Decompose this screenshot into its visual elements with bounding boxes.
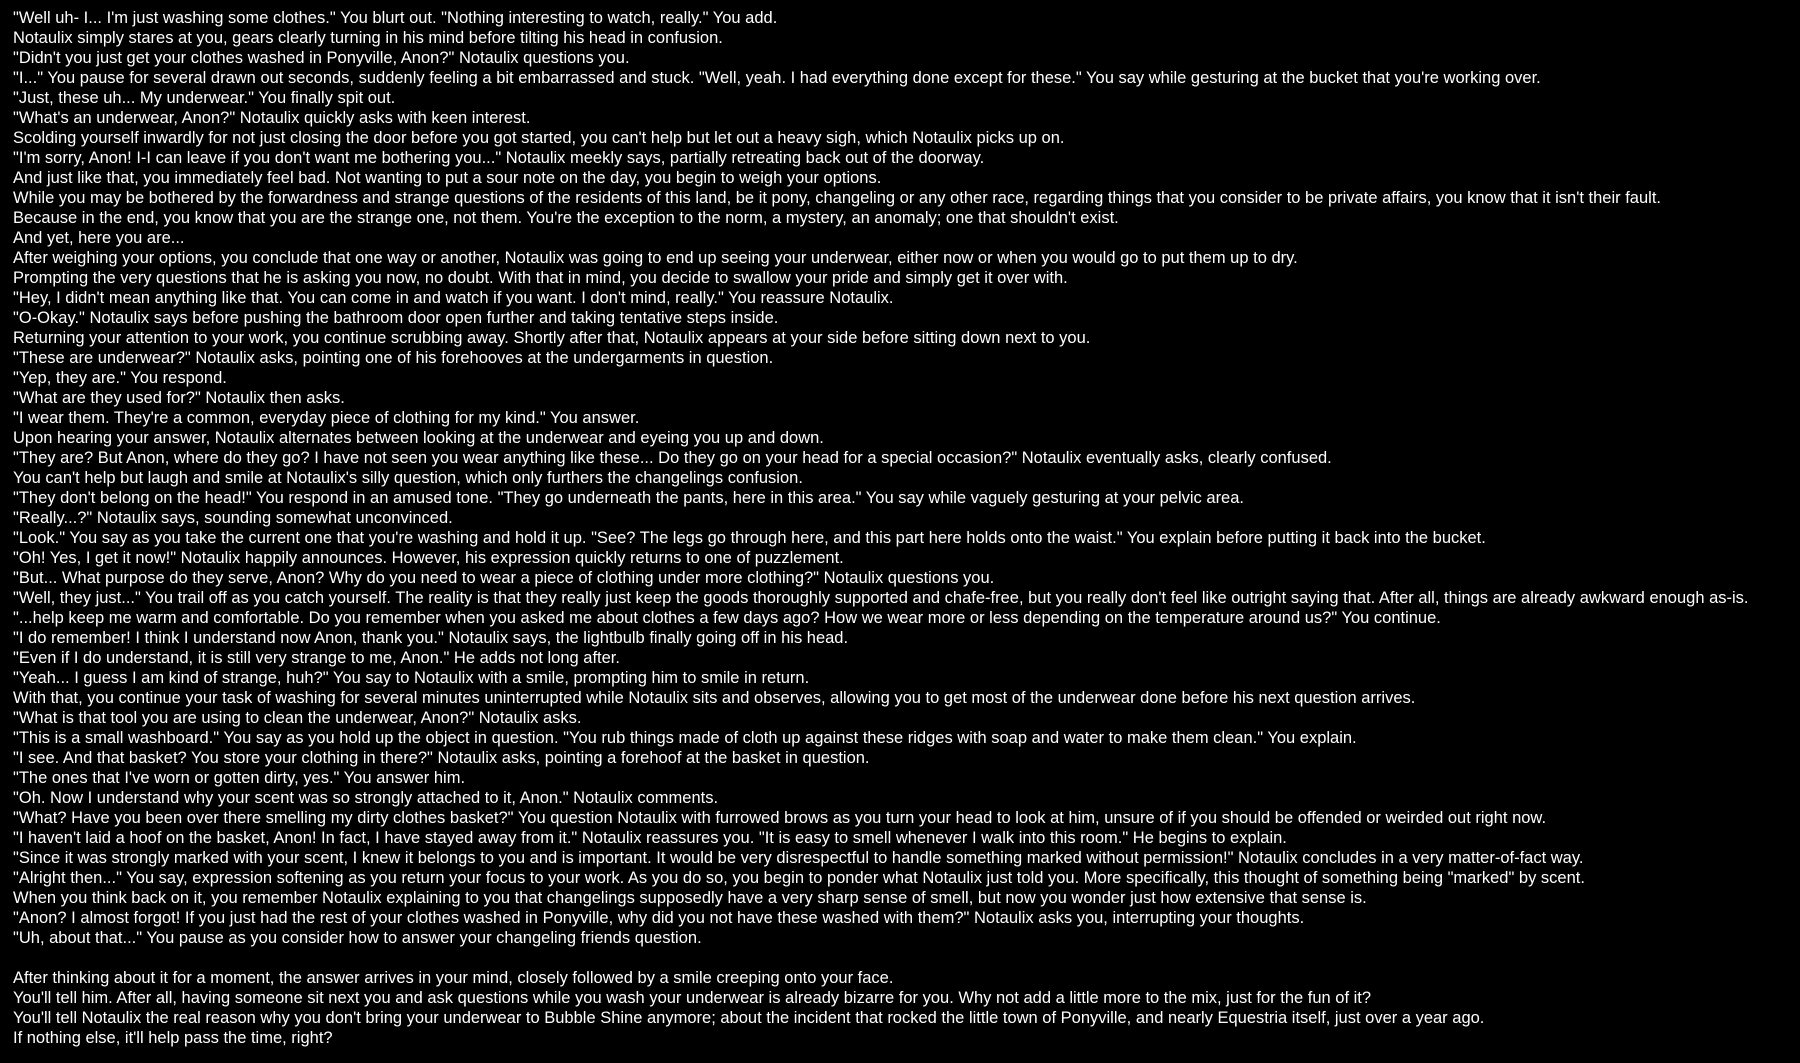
story-line: "Just, these uh... My underwear." You finally spit out. — [13, 89, 396, 107]
story-line: "Oh. Now I understand why your scent was so strongly attached to it, Anon." Notaulix comments. — [13, 789, 719, 807]
paragraph-break — [13, 948, 1795, 968]
story-line: "What are they used for?" Notaulix then asks. — [13, 389, 345, 407]
story-line: "I wear them. They're a common, everyday piece of clothing for my kind." You answer. — [13, 409, 640, 427]
story-line: Because in the end, you know that you are the strange one, not them. You're the exception to the norm, a mystery, an anomaly; one that shouldn't exist. — [13, 209, 1119, 227]
story-line: Upon hearing your answer, Notaulix alternates between looking at the underwear and eyeing you up and down. — [13, 429, 824, 447]
story-line: If nothing else, it'll help pass the time, right? — [13, 1029, 333, 1047]
story-line: "The ones that I've worn or gotten dirty, yes." You answer him. — [13, 769, 466, 787]
story-line: "Hey, I didn't mean anything like that. You can come in and watch if you want. I don't mind, really." You reassure Notaulix. — [13, 289, 894, 307]
story-line: Scolding yourself inwardly for not just closing the door before you got started, you can't help but let out a heavy sigh, which Notaulix picks up on. — [13, 129, 1065, 147]
story-line: "I..." You pause for several drawn out seconds, suddenly feeling a bit embarrassed and stuck. "Well, yeah. I had everything done except for these." You say while gesturing at the bucket that you're working over. — [13, 69, 1541, 87]
story-line: When you think back on it, you remember Notaulix explaining to you that changelings supposedly have a very sharp sense of smell, but now you wonder just how extensive that sense is. — [13, 889, 1367, 907]
story-line: "...help keep me warm and comfortable. Do you remember when you asked me about clothes a few days ago? How we wear more or less depending on the temperature around us?" You continue. — [13, 609, 1441, 627]
story-line: "Didn't you just get your clothes washed in Ponyville, Anon?" Notaulix questions you. — [13, 49, 630, 67]
story-line: "What? Have you been over there smelling my dirty clothes basket?" You question Notaulix with furrowed brows as you turn your head to look at him, unsure of if you should be offended or weirded out right now. — [13, 809, 1547, 827]
story-line: And just like that, you immediately feel bad. Not wanting to put a sour note on the day, you begin to weigh your options. — [13, 169, 882, 187]
story-line: "I'm sorry, Anon! I-I can leave if you don't want me bothering you..." Notaulix meekly says, partially retreating back out of the doorway. — [13, 149, 985, 167]
story-line: "Alright then..." You say, expression softening as you return your focus to your work. As you do so, you begin to ponder what Notaulix just told you. More specifically, this thought of something being "marked" by scent. — [13, 869, 1585, 887]
story-line: "Yeah... I guess I am kind of strange, huh?" You say to Notaulix with a smile, prompting him to smile in return. — [13, 669, 810, 687]
story-line: "Look." You say as you take the current one that you're washing and hold it up. "See? The legs go through here, and this part here holds onto the waist." You explain before putting it back into the bucket. — [13, 529, 1486, 547]
story-line: After weighing your options, you conclude that one way or another, Notaulix was going to end up seeing your underwear, either now or when you would go to put them up to dry. — [13, 249, 1298, 267]
story-line: And yet, here you are... — [13, 229, 185, 247]
story-line: "Really...?" Notaulix says, sounding somewhat unconvinced. — [13, 509, 453, 527]
story-line: While you may be bothered by the forwardness and strange questions of the residents of this land, be it pony, changeling or any other race, regarding things that you consider to be private affairs, you know that it isn't their fault. — [13, 189, 1661, 207]
story-line: "O-Okay." Notaulix says before pushing the bathroom door open further and taking tentative steps inside. — [13, 309, 779, 327]
story-line: "Oh! Yes, I get it now!" Notaulix happily announces. However, his expression quickly returns to one of puzzlement. — [13, 549, 844, 567]
story-line: "What's an underwear, Anon?" Notaulix quickly asks with keen interest. — [13, 109, 531, 127]
story-line: "Anon? I almost forgot! If you just had the rest of your clothes washed in Ponyville, why did you not have these washed with them?" Notaulix asks you, interrupting your thoughts. — [13, 909, 1305, 927]
story-line: "They don't belong on the head!" You respond in an amused tone. "They go underneath the pants, here in this area." You say while vaguely gesturing at your pelvic area. — [13, 489, 1244, 507]
story-line: "Even if I do understand, it is still very strange to me, Anon." He adds not long after. — [13, 649, 620, 667]
story-line: "Yep, they are." You respond. — [13, 369, 227, 387]
story-text — [13, 8, 1795, 1048]
story-line: "This is a small washboard." You say as you hold up the object in question. "You rub things made of cloth up against these ridges with soap and water to make them clean." You explain. — [13, 729, 1357, 747]
story-line: "These are underwear?" Notaulix asks, pointing one of his forehooves at the undergarments in question. — [13, 349, 774, 367]
story-line: "What is that tool you are using to clean the underwear, Anon?" Notaulix asks. — [13, 709, 582, 727]
story-line: "I haven't laid a hoof on the basket, Anon! In fact, I have stayed away from it." Notaulix reassures you. "It is easy to smell whenever I walk into this room." He begins to explain. — [13, 829, 1287, 847]
story-line: You'll tell him. After all, having someone sit next you and ask questions while you wash your underwear is already bizarre for you. Why not add a little more to the mix, just for the fun of it? — [13, 989, 1372, 1007]
story-line: With that, you continue your task of washing for several minutes uninterrupted while Notaulix sits and observes, allowing you to get most of the underwear done before his next question arrives. — [13, 689, 1416, 707]
story-line: Returning your attention to your work, you continue scrubbing away. Shortly after that, Notaulix appears at your side before sitting down next to you. — [13, 329, 1091, 347]
story-line: "But... What purpose do they serve, Anon? Why do you need to wear a piece of clothing under more clothing?" Notaulix questions you. — [13, 569, 995, 587]
story-line: "Well, they just..." You trail off as you catch yourself. The reality is that they really just keep the goods thoroughly supported and chafe-free, but you really don't feel like outright saying that. After all, things are already awkward enough as-is. — [13, 589, 1749, 607]
story-line: You'll tell Notaulix the real reason why you don't bring your underwear to Bubble Shine anymore; about the incident that rocked the little town of Ponyville, and nearly Equestria itself, just over a year ago. — [13, 1009, 1485, 1027]
story-line: "I see. And that basket? You store your clothing in there?" Notaulix asks, pointing a forehoof at the basket in question. — [13, 749, 870, 767]
story-line: "They are? But Anon, where do they go? I have not seen you wear anything like these... Do they go on your head for a special occasion?" Notaulix eventually asks, clearly confused. — [13, 449, 1332, 467]
story-line: After thinking about it for a moment, the answer arrives in your mind, closely followed by a smile creeping onto your face. — [13, 969, 894, 987]
story-line: "Since it was strongly marked with your scent, I knew it belongs to you and is important. It would be very disrespectful to handle something marked without permission!" Notaulix concludes in a very matter-of-fact way. — [13, 849, 1584, 867]
story-line: Prompting the very questions that he is asking you now, no doubt. With that in mind, you decide to swallow your pride and simply get it over with. — [13, 269, 1068, 287]
story-line: "I do remember! I think I understand now Anon, thank you." Notaulix says, the lightbulb finally going off in his head. — [13, 629, 849, 647]
story-line: "Uh, about that..." You pause as you consider how to answer your changeling friends question. — [13, 929, 702, 947]
story-line: Notaulix simply stares at you, gears clearly turning in his mind before tilting his head in confusion. — [13, 29, 723, 47]
story-line: "Well uh- I... I'm just washing some clothes." You blurt out. "Nothing interesting to watch, really." You add. — [13, 9, 778, 27]
story-line: You can't help but laugh and smile at Notaulix's silly question, which only furthers the changelings confusion. — [13, 469, 803, 487]
